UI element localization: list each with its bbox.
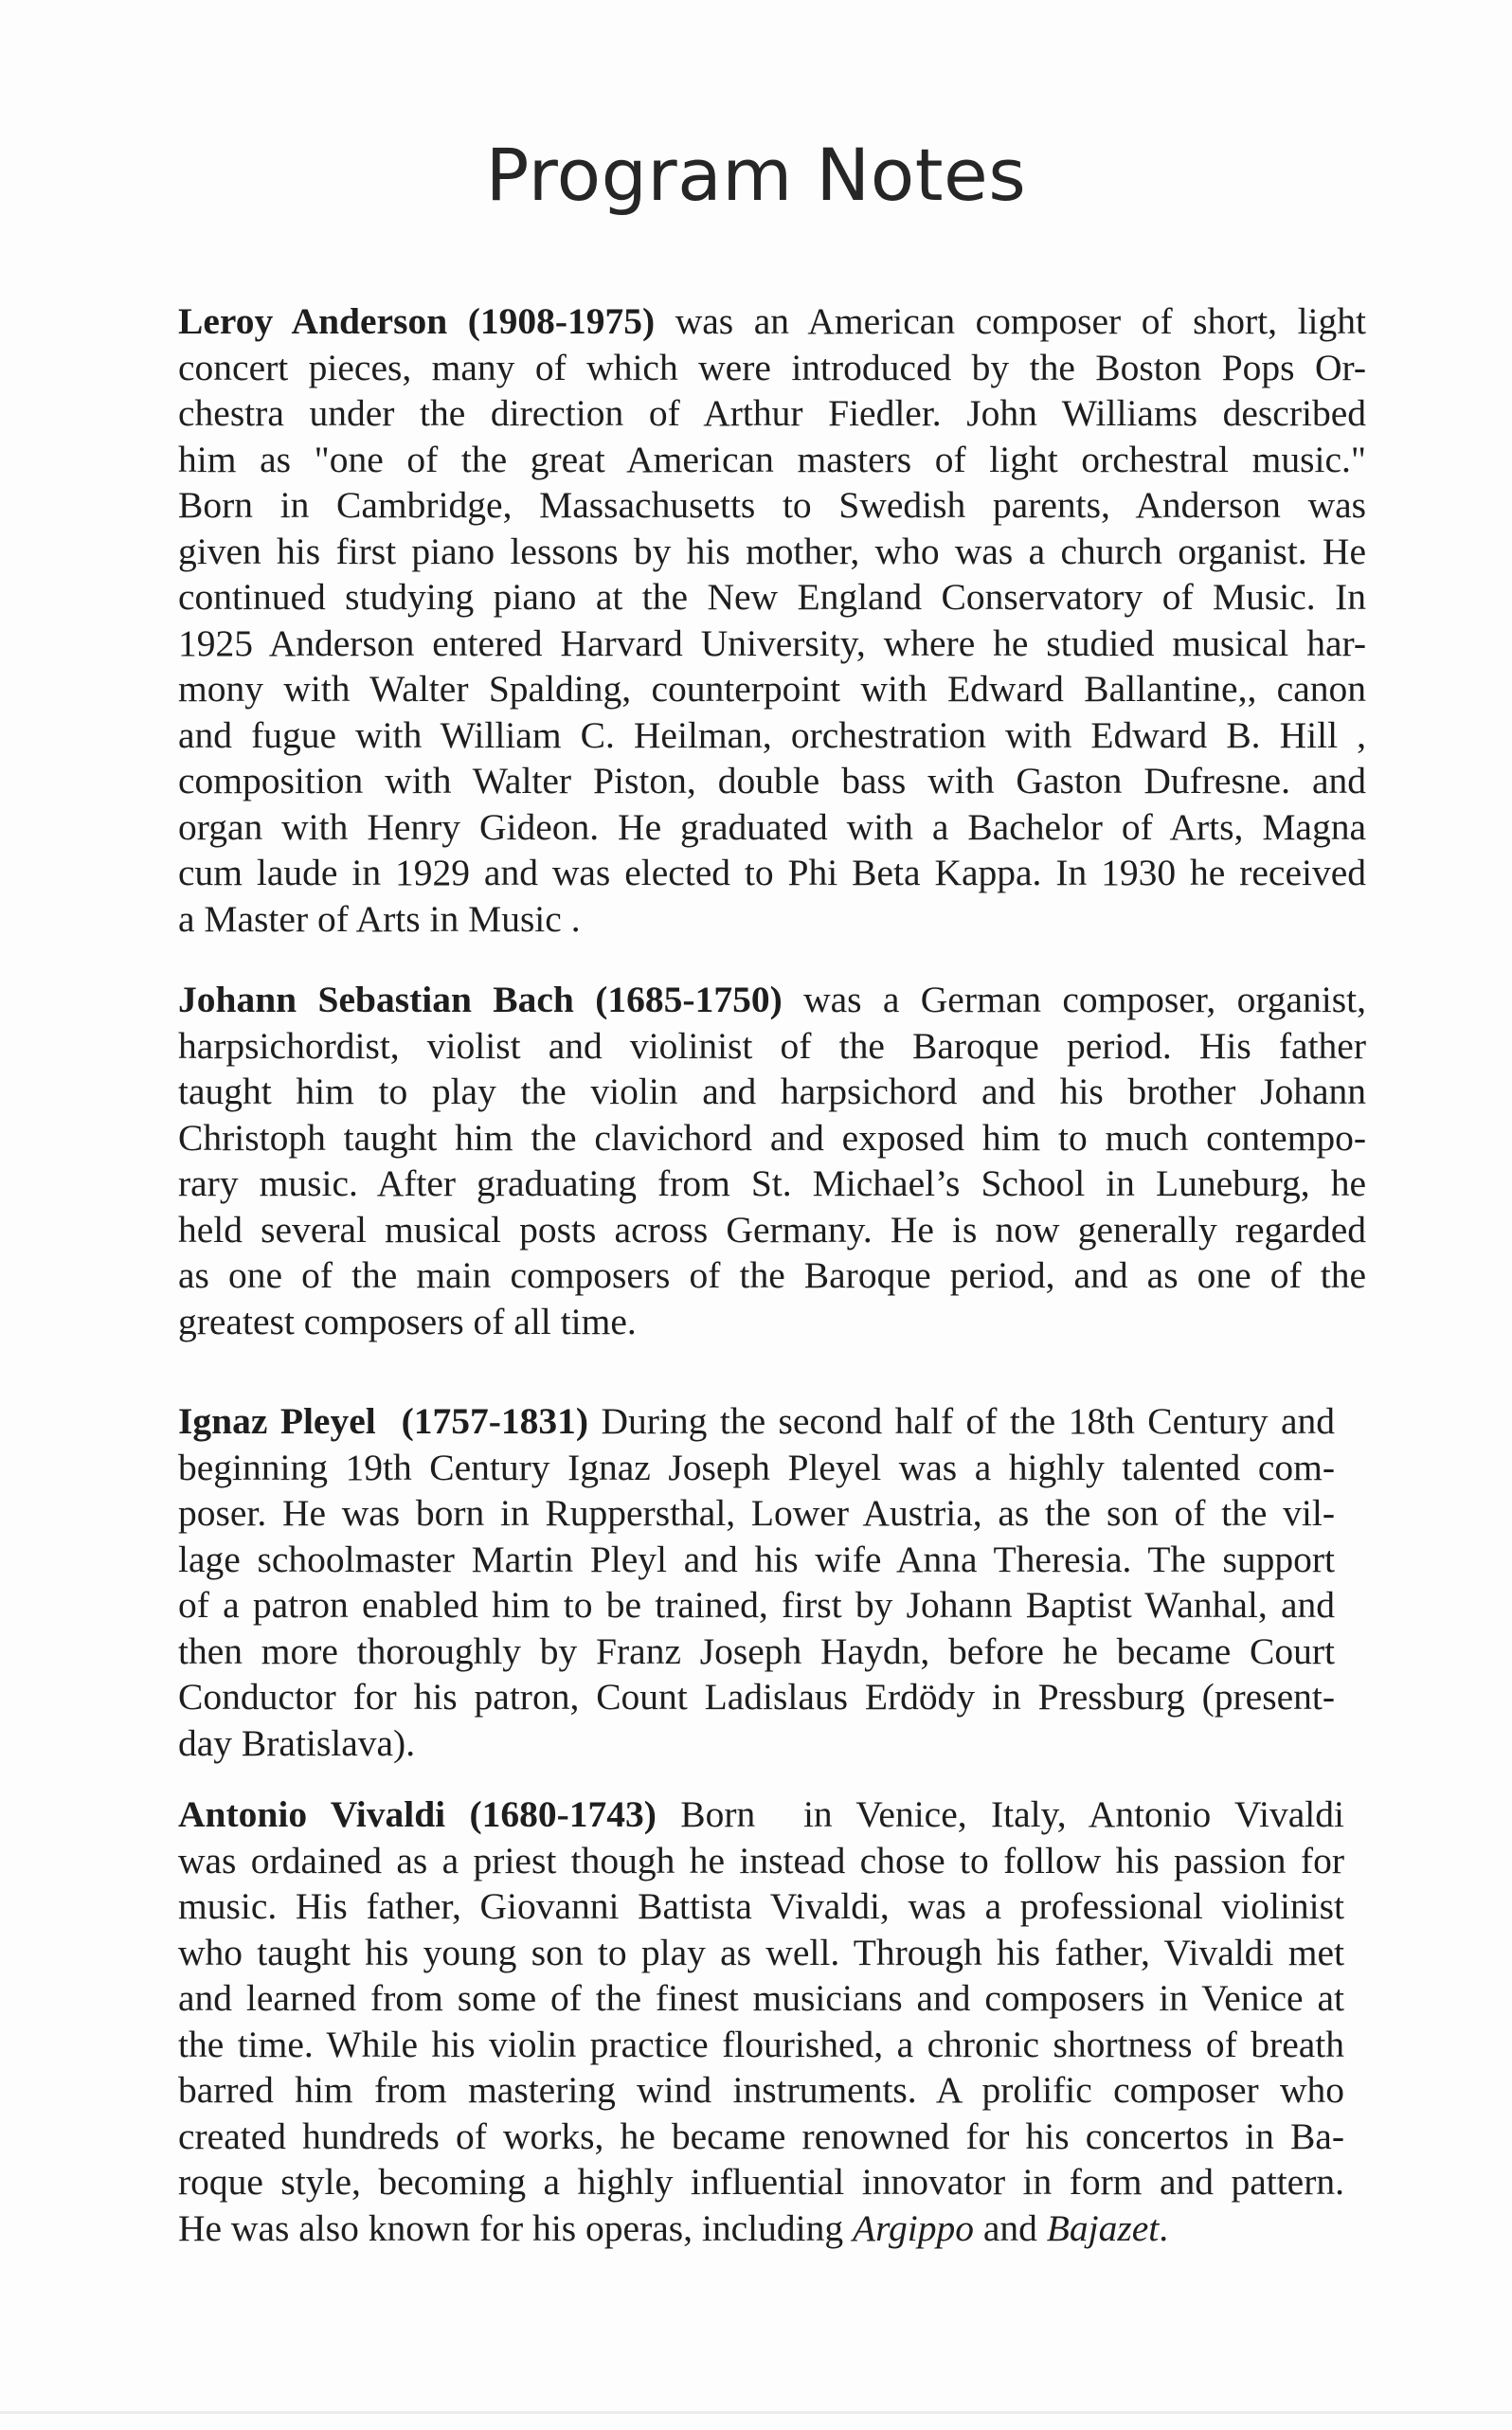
composer-name: Antonio Vivaldi (1680-1743) bbox=[178, 1793, 657, 1835]
note-line: taught him to play the violin and harpsichord and his brother Johann bbox=[178, 1071, 1366, 1112]
note-ignaz-pleyel bbox=[178, 1398, 1335, 1766]
note-line: was ordained as a priest though he instead chose to follow his passion for bbox=[178, 1839, 1344, 1881]
note-line: him as "one of the great American masters of light orchestral music." bbox=[178, 438, 1366, 480]
note-line: continued studying piano at the New England Conservatory of Music. In bbox=[178, 576, 1366, 618]
page-bottom-edge bbox=[0, 2411, 1512, 2414]
note-line: 1925 Anderson entered Harvard University, where he studied musical har- bbox=[178, 621, 1366, 664]
composer-name: Ignaz Pleyel (1757-1831) bbox=[178, 1400, 589, 1442]
note-line: Christoph taught him the clavichord and exposed him to much contempo- bbox=[178, 1116, 1366, 1159]
note-line: concert pieces, many of which were introduced by the Boston Pops Or- bbox=[178, 346, 1366, 388]
note-line: and learned from some of the finest musicians and composers in Venice at bbox=[178, 1977, 1344, 2019]
note-line: beginning 19th Century Ignaz Joseph Pleyel was a highly talented com- bbox=[178, 1446, 1335, 1488]
note-line: chestra under the direction of Arthur Fiedler. John Williams described bbox=[178, 392, 1366, 434]
note-line: poser. He was born in Ruppersthal, Lower Austria, as the son of the vil- bbox=[178, 1492, 1335, 1534]
note-line: then more thoroughly by Franz Joseph Haydn, before he became Court bbox=[178, 1629, 1335, 1672]
note-line: roque style, becoming a highly influential innovator in form and pattern. bbox=[178, 2161, 1344, 2203]
note-line: Antonio Vivaldi (1680-1743) Born in Venice, Italy, Antonio Vivaldi bbox=[178, 1793, 1344, 1835]
note-line: the time. While his violin practice flourished, a chronic shortness of breath bbox=[178, 2023, 1344, 2065]
note-line: and fugue with William C. Heilman, orchestration with Edward B. Hill , bbox=[178, 713, 1366, 756]
composer-name: Johann Sebastian Bach (1685-1750) bbox=[178, 979, 783, 1020]
note-line: Born in Cambridge, Massachusetts to Swedish parents, Anderson was bbox=[178, 484, 1366, 526]
note-line: Leroy Anderson (1908-1975) was an American composer of short, light bbox=[178, 300, 1366, 342]
note-line: created hundreds of works, he became renowned for his concertos in Ba- bbox=[178, 2115, 1344, 2157]
note-line: lage schoolmaster Martin Pleyl and his wife Anna Theresia. The support bbox=[178, 1538, 1335, 1580]
note-line: day Bratislava). bbox=[178, 1721, 416, 1764]
note-line: as one of the main composers of the Baroque period, and as one of the bbox=[178, 1254, 1366, 1296]
note-line: Conductor for his patron, Count Ladislaus Erdödy in Pressburg (present- bbox=[178, 1676, 1335, 1718]
note-line: rary music. After graduating from St. Michael’s School in Luneburg, he bbox=[178, 1162, 1366, 1204]
note-line: composition with Walter Piston, double bass with Gaston Dufresne. and bbox=[178, 760, 1366, 801]
note-line: a Master of Arts in Music . bbox=[178, 897, 581, 940]
note-line: greatest composers of all time. bbox=[178, 1300, 637, 1342]
note-line: music. His father, Giovanni Battista Vivaldi, was a professional violinist bbox=[178, 1885, 1344, 1927]
note-line: barred him from mastering wind instruments. A prolific composer who bbox=[178, 2069, 1344, 2111]
note-line: organ with Henry Gideon. He graduated with a Bachelor of Arts, Magna bbox=[178, 805, 1366, 848]
note-line: mony with Walter Spalding, counterpoint with Edward Ballantine,, canon bbox=[178, 668, 1366, 710]
note-line: cum laude in 1929 and was elected to Phi Beta Kappa. In 1930 he received bbox=[178, 852, 1366, 893]
note-line: harpsichordist, violist and violinist of the Baroque period. His father bbox=[178, 1024, 1366, 1067]
note-line: who taught his young son to play as well. Through his father, Vivaldi met bbox=[178, 1931, 1344, 1973]
opera-title-bajazet: Bajazet bbox=[1046, 2206, 1160, 2249]
note-line: given his first piano lessons by his mother, who was a church organist. He bbox=[178, 530, 1366, 572]
note-leroy-anderson bbox=[178, 298, 1366, 942]
note-line: held several musical posts across Germany. He is now generally regarded bbox=[178, 1208, 1366, 1251]
page-title: Program Notes bbox=[485, 133, 1027, 217]
note-johann-sebastian-bach bbox=[178, 977, 1366, 1344]
note-line: He was also known for his operas, including Argippo and Bajazet. bbox=[178, 2206, 1169, 2249]
note-line: of a patron enabled him to be trained, first by Johann Baptist Wanhal, and bbox=[178, 1584, 1335, 1626]
composer-name: Leroy Anderson (1908-1975) bbox=[178, 300, 656, 342]
note-line: Johann Sebastian Bach (1685-1750) was a German composer, organist, bbox=[178, 979, 1366, 1020]
note-line: Ignaz Pleyel (1757-1831) During the second half of the 18th Century and bbox=[178, 1400, 1335, 1442]
note-antonio-vivaldi bbox=[178, 1791, 1344, 2251]
opera-title-argippo: Argippo bbox=[852, 2206, 974, 2249]
